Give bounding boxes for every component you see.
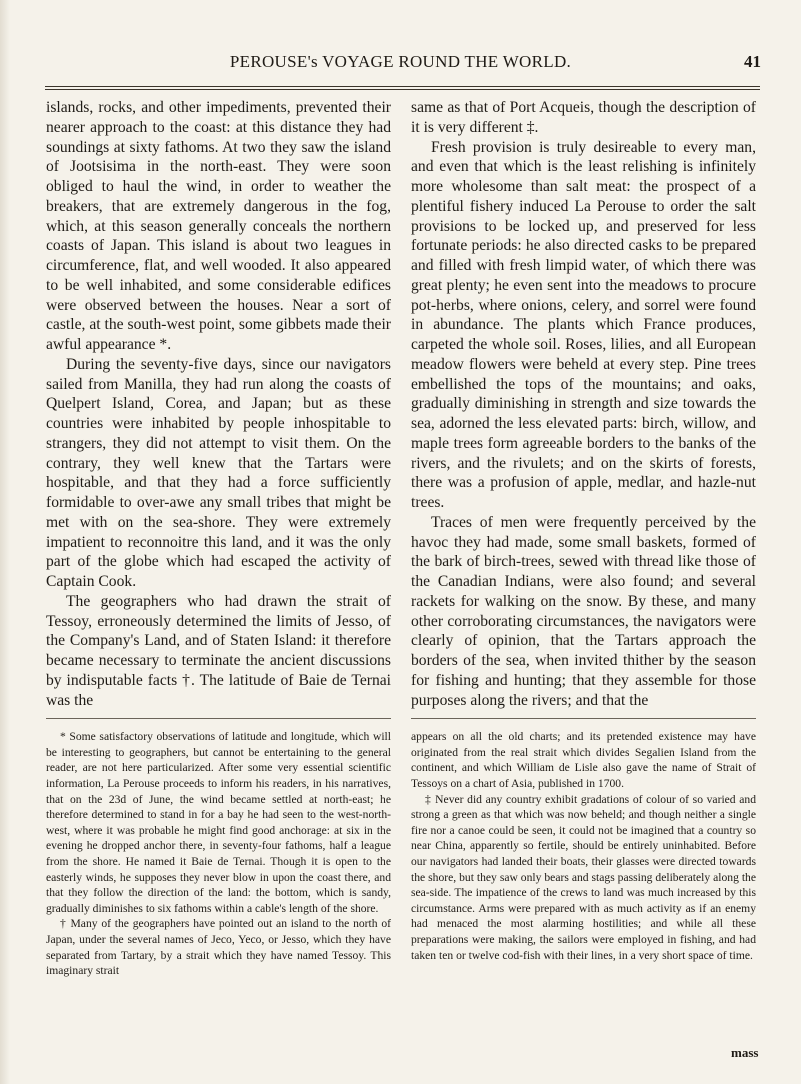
footnote: * Some satisfactory observations of latitude and longitude, which will be interesting to geographers, but cannot be entertaining to the general reader, are not here particularized. After some very essential scientific information, La Perouse proceeds to inform his readers, in his narratives, that on the 23d of June, the wind became settled at north-east; he therefore determined to stand in for a bay he had seen to the west-north-west, where it was probable he might find good anchorage: at six in the evening he dropped anchor there, in seventy-four fathoms, half a league from the shore. He named it Baie de Ternai. Though it is open to the easterly winds, he supposes they never blow in upon the coast there, and that they follow the direction of the land: the bottom, which is sandy, gradually diminishes to six fathoms within a cable's length of the shore. (46, 730, 391, 915)
right-column (411, 98, 756, 963)
right-body-text (411, 98, 756, 710)
right-footnotes (411, 729, 756, 963)
footnote: appears on all the old charts; and its pretended existence may have originated from the real strait which divides Segalien Island from the continent, and which William de Lisle also gave the name of Strait of Tessoys on a chart of Asia, published in 1700. (411, 730, 756, 791)
paragraph: During the seventy-five days, since our navigators sailed from Manilla, they had run along the coasts of Quelpert Island, Corea, and Japan; but as these countries were inhabited by people inhospitable to strangers, they did not attempt to visit them. On the contrary, they well knew that the Tartars were hospitable, and that they had a force sufficiently formidable to over-awe any small tribes that might be met with on the sea-shore. They were extremely impatient to reconnoitre this land, and it was the only part of the globe which had escaped the activity of Captain Cook. (46, 355, 391, 590)
paragraph: same as that of Port Acqueis, though the description of it is very different ‡. (411, 99, 756, 136)
left-body-text (46, 98, 391, 710)
left-column (46, 98, 391, 979)
paragraph: Fresh provision is truly desireable to every man, and even that which is the least relishing is infinitely more wholesome than salt meat: the prospect of a plentiful fishery induced La Perouse to order the salt provisions to be locked up, and preserved for less fortunate periods: he also directed casks to be prepared and filled with fresh limpid water, of which there was great plenty; he even sent into the meadows to procure pot-herbs, where onions, celery, and sorrel were found in abundance. The plants which France produces, carpeted the whole soil. Roses, lilies, and all European meadow flowers were beheld at every step. Pine trees embellished the tops of the mountains; and oaks, gradually diminishing in strength and size towards the sea, adorned the less elevated parts: birch, willow, and maple trees form agreeable borders to the banks of the rivers, and the rivulets; and on the skirts of forests, there was a profusion of apple, medlar, and hazle-nut trees. (411, 138, 756, 511)
running-head: PEROUSE's VOYAGE ROUND THE WORLD. (229, 52, 572, 71)
footnote: † Many of the geographers have pointed out an island to the north of Japan, under the several names of Jeco, Yeco, or Jesso, which they have separated from Tartary, by a strait which they have named Tessoy. This imaginary strait (46, 917, 391, 978)
page-header (0, 52, 801, 78)
paragraph: The geographers who had drawn the strait of Tessoy, erroneously determined the limits of Jesso, of the Company's Land, and of Staten Island: it therefore became necessary to terminate the ancient discussions by indisputable facts †. The latitude of Baie de Ternai was the (46, 592, 391, 709)
left-footnotes (46, 729, 391, 979)
paragraph: Traces of men were frequently perceived by the havoc they had made, some small baskets, formed of the bark of birch-trees, sewed with thread like those of the Canadian Indians, were also found; and several rackets for walking on the snow. By these, and many other corroborating circumstances, the navigators were clearly of opinion, that the Tartars approach the borders of the sea, when invited thither by the season for fishing and hunting; that they assemble for those purposes along the rivers; and that the (411, 513, 756, 709)
header-rule-thin (45, 89, 760, 90)
catchword: mass (731, 1045, 759, 1060)
footnote-rule (46, 718, 391, 719)
footnote: ‡ Never did any country exhibit gradations of colour of so varied and strong a green as that which was now beheld; and though neither a single fire nor a canoe could be seen, it could not be imagined that a country so near China, apparently so fertile, should be entirely uninhabited. Before our navigators had landed their boats, their glasses were directed towards the shore, but they saw only bears and stags passing deliberately along the sea-side. The impatience of the crews to land was much increased by this circumstance. Arms were prepared with as much activity as if an enemy had menaced the most alarming hostilities; and while all these preparations were making, the sailors were employed in fishing, and had taken ten or twelve cod-fish with their lines, in a very short space of time. (411, 792, 756, 962)
page-number: 41 (744, 52, 761, 71)
page-binding-edge (0, 0, 10, 1084)
footnote-rule (411, 718, 756, 719)
header-rule (45, 86, 760, 87)
paragraph: islands, rocks, and other impediments, prevented their nearer approach to the coast: at this distance they had soundings at sixty fathoms. At two they saw the island of Jootsisima in the north-east. They were soon obliged to haul the wind, in order to weather the breakers, that are extremely dangerous in the fog, which, at this season generally conceals the northern coasts of Japan. This island is about two leagues in circumference, flat, and well wooded. It also appeared to be well inhabited, and some considerable edifices were observed between the houses. Near a sort of castle, at the south-west point, some gibbets made their awful appearance *. (46, 99, 391, 353)
